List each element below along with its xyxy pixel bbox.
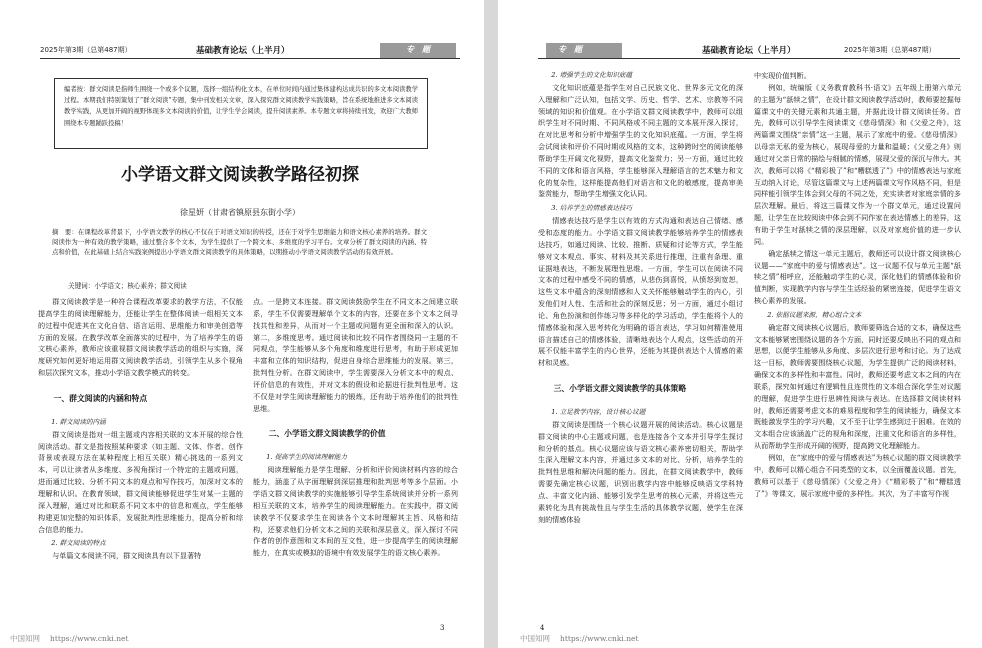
body-paragraph: 中实现价值判断。 [754,71,811,80]
body-paragraph: 文化知识底蕴是指学生对自己民族文化、世界多元文化的深入理解和广泛认知，包括文学、历史、哲学、艺术、宗教等不同领域的知识和价值观。在小学语文群文阅读教学中，教师可以组织学生对不同时期、不同风格或不同主题的文本展开深入探讨，在对比思考和分析中增强学生的文化知识底蕴。一方面，学生将会试阅读和评价不同时期或风格的文本，这种跨时空的阅读能够帮助学生开阔文化视野，提高文化鉴赏力；另一方面，通过比较不同的文体和语言风格，学生能够深入理解语言的艺术魅力和文化的复杂性，这样能提高他们对语言和文化的敏感度，提高审美鉴赏能力，帮助学生增强文化认同。 [538,82,743,199]
issue-info: 2025年第3期（总第487期） [844,46,936,54]
editor-note: 编者按：群文阅读是指师生围绕一个或多个议题，选择一组结构化文本，在单位时间内通过集体建构达成共识的多文本阅读教学过程。本期我们特别策划了“群文阅读”专题，集中刊发相关文章，深入探究群文阅读教学实践策略，旨在系统地推进多文本阅读教学实践，从更加开阔的视野体现多文本阅读的价值，让学生学会阅读，提升阅读素养。本专题文章将持续刊发，欢迎广大教师围绕本专题踊跃投稿！ [54,78,428,149]
page-number: 4 [540,624,545,632]
footer-url: https://www.cnki.net [50,634,129,643]
article-title: 小学语文群文阅读教学路径初探 [121,165,359,185]
body-paragraph: 情感表达技巧是学生以有效的方式沟通和表达自己情绪、感受和态度的能力。小学语文群文阅读教学能够培养学生的情感表达技巧，如通过阅读、比较、推断、质疑和讨论等方式，学生能够对文本观点、事实、材料及其关系进行推理，注重有条理、重证据地表达，不断发展理性思维。一方面，学生可以在阅读不同文本的过程中感受不同的情感，从悲伤到喜悦，从愤怒到宽恕，这些文本中蕴含的深刻情感和人文关怀能够触动学生的内心，引发他们对人性、生活和社会的深刻反思；另一方面，通过小组讨论、角色扮演和创作练习等多样化的学习活动，学生能将个人的情感体验和深入思考转化为明确的语言表达，学习如何精准使用语言描述自己的情感体验，清晰地表达个人观点，这些活动的开展不仅能丰富学生的内心世界，还能为其提供表达个人情感的素材和灵感。 [538,216,743,368]
page-number: 3 [440,624,445,632]
body-paragraph: 群文阅读是围绕一个核心议题开展的阅读活动。核心议题是群文阅读的中心主题或问题，也是连接各个文本并引导学生探讨和分析的基点。核心议题应该与语文核心素养密切相关，帮助学生深入理解文本内容，并通过多文本的对比、分析，培养学生的批判性思维和解决问题的能力。因此，在群文阅读教学中，教师需要先确定核心议题，识别出教学内容中能够反映语文学科特点、丰富文化内涵、能够引发学生思考的核心元素，并将这些元素转化为具有挑战性且与学生生活的具体教学议题，使学生在深刻的情感体验 [538,419,743,524]
body-paragraph: 确定群文阅读核心议题后，教师要筛选合适的文本，确保这些文本能够紧密围绕议题的各个方面，同时还要反映出不同的观点和思想，以便学生能够从多角度、多层次进行思考和讨论。为了达成这一目标，教师需要围绕核心议题，为学生提供广泛的阅读材料，确保文本的多样性和丰富性。同时，教师还要考虑文本之间的内在联系，探究如何通过有逻辑性且连贯性的文本组合深化学生对议题的理解，促进学生进行思辨性阅读与表达。在选择群文阅读材料时，教师还需要考虑文本的难易程度和学生的阅读能力，确保文本既能激发学生的学习兴趣，又不至于让学生感到过于困难。在效的文本组合应该涵盖广泛的视角和深度，注重文化和语言的多样性，从而帮助学生形成开阔的视野，提高跨文化理解能力。 [754,322,961,451]
body-paragraph: 例如，在“家庭中的爱与情感表达”为核心议题的群文阅读教学中，教师可以精心组合不同类型的文本，以全面覆盖议题。首先，教师可以基于《慈母情深》《父爱之舟》《“精彩极了”和“糟糕透了”》等课文，展示家庭中爱的多样性。其次，为了丰富写作视 [754,453,961,498]
subsection-heading: 1. 提高学生的阅读理解能力 [266,453,348,462]
right-page-column-2 [754,70,961,615]
footer-watermark [520,633,638,644]
section-tag: 专 题 [406,44,430,54]
article-abstract: 摘 要：在课程改革背景下，小学语文教学的核心不仅在于对语文知识的传授，还在于对学生思维能力和语文核心素养的培养。群文阅读作为一种有效的教学策略，通过整合多个文本，为学生提供了一个跨文本、多维度的学习平台。文章分析了群文阅读的内涵、特点和价值，在此基础上结合实践案例提出小学语文群文阅读教学的具体策略，以期推动小学语文阅读教学活动的有效开展。 [52,228,427,257]
subsection-heading: 2. 群文阅读的特点 [51,539,106,548]
cnki-logo: 中国知网 [520,634,550,643]
right-page-column-1 [538,70,743,615]
body-paragraph: 群文阅读是指对一组主题或内容相关联的文本开展的综合性阅读活动。群文是指按照某种要求（如主题、文体、作者、创作背景或表现方法在某种程度上相互关联）精心挑选的一系列文本，可以让读者从多维度、多视角探讨一个特定的主题或问题，进而通过比较、分析不同文本的观点和写作技巧，加深对文本的理解和认识。在教育领域，群文阅读能够促进学生对某一主题的深入理解，通过对比和联系不同文本中的信息和观点，学生能够构建更加完整的知识体系，发展批判性思维能力，提高分析和综合信息的能力。 [38,429,243,534]
journal-name: 基础教育论坛（上半月） [196,46,290,56]
subsection-heading: 3. 培养学生的情感表达技巧 [551,204,633,213]
cnki-logo: 中国知网 [10,634,40,643]
journal-name: 基础教育论坛（上半月） [702,46,796,56]
body-paragraph: 与单篇文本阅读不同，群文阅读具有以下显著特 [52,551,202,561]
section-heading: 二、小学语文群文阅读教学的价值 [268,429,386,439]
subsection-heading: 2. 依据议题来源，精心组合文本 [767,310,862,319]
section-tag: 专 题 [558,44,582,54]
body-paragraph: 点。一是跨文本连接。群文阅读鼓励学生在不同文本之间建立联系，学生不仅需要理解单个文本的内容，还要在多个文本之间寻找共性和差异，从而对一个主题或问题有更全面和深入的认识。第二，多维度思考。通过阅读和比较不同作者围绕同一主题的不同观点，学生能够从多个角度和维度进行思考，有助于形成更加丰富和立体的知识结构，促进自身综合思维能力的发展。第三，批判性分析。在群文阅读中，学生需要深入分析文本中的观点、评价信息的有效性，并对文本的假设和论据进行批判性思考。这不仅是对学生阅读理解能力的锻炼，还有助于培养他们的批判性思维。 [253,297,458,413]
article-keywords: 关键词：小学语文；核心素养；群文阅读 [68,282,187,290]
header-rule [40,58,460,59]
header-rule [538,58,960,59]
article-author: 徐星妍（甘肃省镇原县东街小学） [180,208,300,217]
subsection-heading: 2. 增强学生的文化知识底蕴 [551,71,633,79]
left-page-column-1 [38,296,243,614]
body-paragraph: 阅读理解能力是学生理解、分析和评价阅读材料内容的综合能力，涵盖了从字面理解到深层推理和批判思考等多个层面。小学语文群文阅读教学的实施能够引导学生系统阅读并分析一系列相互关联的文本，培养学生的阅读理解能力。在实践中，群文阅读教学不仅要求学生在阅读各个文本时理解其主旨、风格和结构，还要求他们分析文本之间的关联和深层意义，深入探讨不同作者的创作意图和文本间的互文性，进一步提高学生的阅读理解能力，在真实或模拟的语境中有效发展学生的语文核心素养。 [253,465,458,558]
subsection-heading: 1. 群文阅读的内涵 [51,417,106,426]
left-page [0,0,484,648]
body-paragraph: 确定舐犊之情这一单元主题后，教师还可以设计群文阅读核心议题——“家庭中的爱与情感表达”。这一议题不仅与单元主题“舐犊之情”相呼应，还能触动学生的心灵，深化他们的情感体验和价值判断，实现教学内容与学生生活经验的紧密连接，促进学生语文核心素养的发展。 [754,248,961,306]
subsection-heading: 1. 立足教学内容，设计核心议题 [551,408,646,417]
left-page-column-2 [253,296,458,614]
body-paragraph: 例如，统编版《义务教育教科书·语文》五年级上册第六单元的主题为“舐犊之情”，在设计群文阅读教学活动时，教师要挖掘每篇课文中的关键元素和共通主题，并据此设计群文阅读任务。首先，教师可以引导学生阅读课文《慈母情深》和《父爱之舟》，这两篇课文围绕“亲情”这一主题，展示了家庭中的爱。《慈母情深》以母亲无私的爱为核心，展现母爱的力量和温暖；《父爱之舟》则通过对父亲日常的描绘与细腻的情感，展现父爱的深沉与伟大。其次，教师可以将《“精彩极了”和“糟糕透了”》中的情感表达与家庭互动纳入讨论，尽管这篇课文与上述两篇课文写作风格不同，但是同样能引领学生体会到父母的不同之处，充实读者对家庭亲情的多层次理解。最后，将这三篇课文作为一个群文单元，通过设置问题，让学生在比较阅读中体会到不同作家在表达情感上的差异，这有助于学生对舐犊之情的深层理解，以及对家庭价值的进一步认同。 [754,82,961,246]
footer-url: https://www.cnki.net [560,634,639,643]
section-heading: 三、小学语文群文阅读教学的具体策略 [553,384,687,394]
section-heading: 一、群文阅读的内涵和特点 [53,393,148,403]
issue-info: 2025年第3期（总第487期） [40,46,132,54]
body-paragraph: 群文阅读教学是一种符合课程改革要求的教学方法，不仅能提高学生的阅读理解能力，还能让学生在整体阅读一组相关文本的过程中促进其在文化自信、语言运用、思维能力和审美创造等方面的发展。在教学改革全面落实的过程中，为了培养学生的语文核心素养，教师应该重视群文阅读教学活动的组织与实施，深度研究如何更好地运用群文阅读教学活动，引领学生从多个视角和层次探究文本，推动小学语文教学模式的转变。 [38,297,243,378]
footer-watermark [10,633,128,644]
right-page [498,0,982,648]
page-gutter [484,0,498,648]
